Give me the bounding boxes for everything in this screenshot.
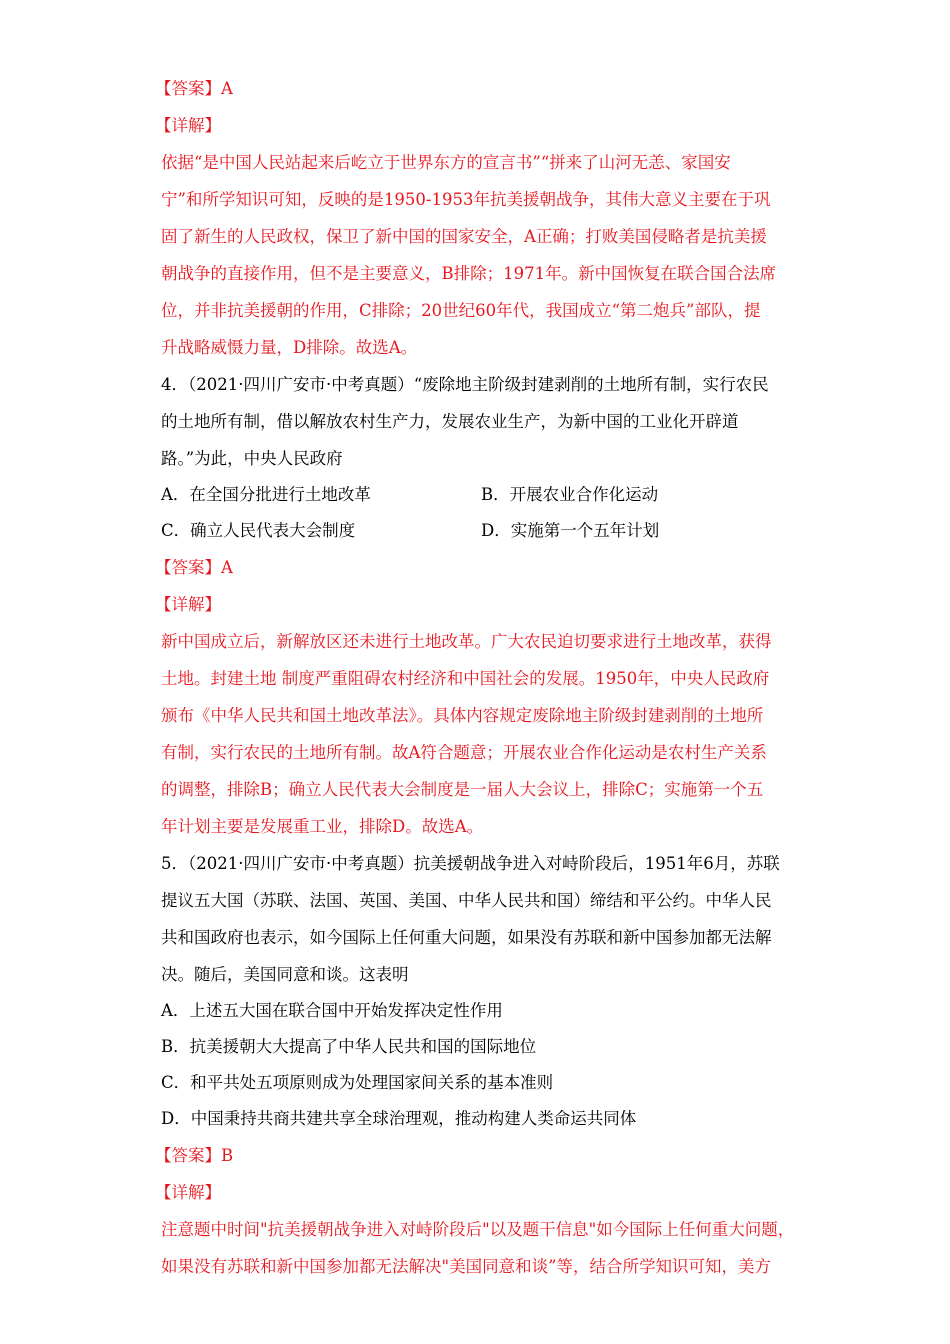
explanation-line: 注意题中时间"抗美援朝战争进入对峙阶段后"以及题干信息"如今国际上任何重大问题，	[161, 1220, 795, 1239]
explanation-line: 依据“是中国人民站起来后屹立于世界东方的宣言书”“拼来了山河无恙、家国安	[161, 153, 731, 172]
document-page	[155, 70, 801, 1285]
option-c: C．确立人民代表大会制度	[161, 521, 356, 540]
explanation-line: 朝战争的直接作用，但不是主要意义，B排除；1971年。新中国恢复在联合国合法席	[161, 264, 777, 283]
detail-label: 【详解】	[155, 116, 221, 135]
question-stem-line: 4．（2021·四川广安市·中考真题）“废除地主阶级封建剥削的土地所有制，实行农民	[161, 375, 769, 394]
question-stem-line: 的土地所有制，借以解放农村生产力，发展农业生产，为新中国的工业化开辟道	[161, 412, 739, 431]
explanation-line: 年计划主要是发展重工业，排除D。故选A。	[161, 817, 484, 836]
option-d: D．中国秉持共商共建共享全球治理观，推动构建人类命运共同体	[161, 1109, 637, 1128]
explanation-line: 升战略威慑力量，D排除。故选A。	[161, 338, 418, 357]
explanation-line: 颁布《中华人民共和国土地改革法》。具体内容规定废除地主阶级封建剥削的土地所	[161, 706, 764, 725]
question-stem-line: 路。”为此，中央人民政府	[161, 449, 343, 468]
question-stem-line: 决。随后，美国同意和谈。这表明	[161, 965, 409, 984]
explanation-line: 固了新生的人民政权，保卫了新中国的国家安全，A正确；打败美国侵略者是抗美援	[161, 227, 767, 246]
explanation-line: 土地。封建土地 制度严重阻碍农村经济和中国社会的发展。1950年，中央人民政府	[161, 669, 770, 688]
detail-label: 【详解】	[155, 595, 221, 614]
explanation-line: 的调整，排除B；确立人民代表大会制度是一届人大会议上，排除C；实施第一个五	[161, 780, 764, 799]
detail-label: 【详解】	[155, 1183, 221, 1202]
option-c: C．和平共处五项原则成为处理国家间关系的基本准则	[161, 1073, 554, 1092]
question-stem-line: 提议五大国（苏联、法国、英国、美国、中华人民共和国）缔结和平公约。中华人民	[161, 891, 772, 910]
explanation-line: 如果没有苏联和新中国参加都无法解决"美国同意和谈”等，结合所学知识可知，美方	[161, 1257, 772, 1276]
question-stem-line: 共和国政府也表示，如今国际上任何重大问题，如果没有苏联和新中国参加都无法解	[161, 928, 772, 947]
answer-label: 【答案】A	[155, 79, 233, 98]
question-stem-line: 5．（2021·四川广安市·中考真题）抗美援朝战争进入对峙阶段后，1951年6月，苏联	[161, 854, 780, 873]
option-a: A．上述五大国在联合国中开始发挥决定性作用	[161, 1001, 503, 1020]
explanation-line: 有制，实行农民的土地所有制。故A符合题意；开展农业合作化运动是农村生产关系	[161, 743, 767, 762]
explanation-line: 宁”和所学知识可知，反映的是1950-1953年抗美援朝战争，其伟大意义主要在于巩	[161, 190, 771, 209]
options-row	[161, 477, 801, 513]
answer-label: 【答案】B	[155, 1146, 234, 1165]
answer-label: 【答案】A	[155, 558, 233, 577]
option-a: A．在全国分批进行土地改革	[161, 485, 371, 504]
explanation-line: 新中国成立后，新解放区还未进行土地改革。广大农民迫切要求进行土地改革，获得	[161, 632, 772, 651]
option-b: B．抗美援朝大大提高了中华人民共和国的国际地位	[161, 1037, 537, 1056]
options-row	[161, 513, 801, 549]
option-d: D．实施第一个五年计划	[481, 521, 660, 540]
option-b: B．开展农业合作化运动	[481, 485, 659, 504]
explanation-line: 位，并非抗美援朝的作用，C排除；20世纪60年代，我国成立“第二炮兵”部队，提	[161, 301, 761, 320]
